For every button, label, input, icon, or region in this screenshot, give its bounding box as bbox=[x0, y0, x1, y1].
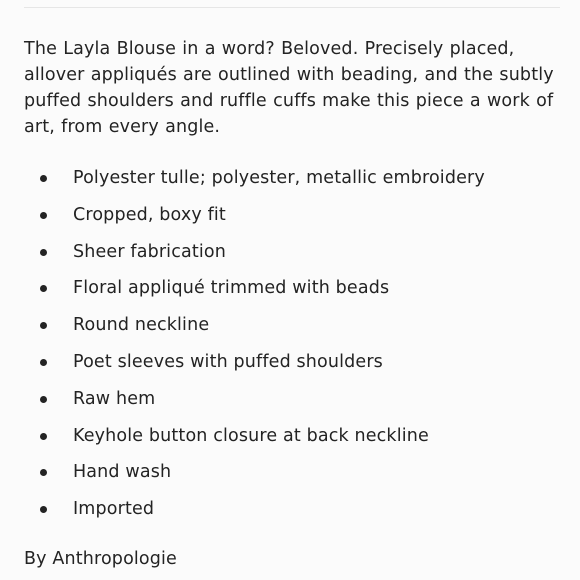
top-divider bbox=[24, 7, 560, 8]
feature-text: Poet sleeves with puffed shoulders bbox=[73, 351, 383, 372]
feature-text: Hand wash bbox=[73, 462, 172, 483]
bullet-icon bbox=[40, 212, 47, 219]
feature-text: Keyhole button closure at back neckline bbox=[73, 425, 429, 446]
bullet-icon bbox=[40, 285, 47, 292]
bullet-icon bbox=[40, 175, 47, 182]
product-description bbox=[24, 36, 564, 572]
feature-item bbox=[24, 160, 564, 197]
feature-text: Cropped, boxy fit bbox=[73, 204, 226, 225]
brand-attribution: By Anthropologie bbox=[24, 548, 177, 569]
bullet-icon bbox=[40, 396, 47, 403]
feature-item bbox=[24, 418, 564, 455]
feature-text: Floral appliqué trimmed with beads bbox=[73, 278, 390, 299]
feature-item bbox=[24, 270, 564, 307]
feature-item bbox=[24, 344, 564, 381]
feature-item bbox=[24, 234, 564, 271]
feature-item bbox=[24, 307, 564, 344]
feature-text: Raw hem bbox=[73, 388, 156, 409]
bullet-icon bbox=[40, 249, 47, 256]
feature-item bbox=[24, 454, 564, 491]
bullet-icon bbox=[40, 469, 47, 476]
feature-text: Sheer fabrication bbox=[73, 241, 226, 262]
feature-text: Imported bbox=[73, 499, 155, 520]
feature-item bbox=[24, 381, 564, 418]
bullet-icon bbox=[40, 359, 47, 366]
feature-item bbox=[24, 491, 564, 528]
bullet-icon bbox=[40, 506, 47, 513]
feature-text: Round neckline bbox=[73, 315, 210, 336]
description-text: The Layla Blouse in a word? Beloved. Precisely placed, allover appliqués are outlined with beading, and the subtly puffed shoulders and ruffle cuffs make this piece a work of art, from every angle. bbox=[24, 39, 554, 137]
bullet-icon bbox=[40, 433, 47, 440]
feature-list bbox=[24, 160, 564, 528]
feature-item bbox=[24, 197, 564, 234]
feature-text: Polyester tulle; polyester, metallic embroidery bbox=[73, 168, 485, 188]
bullet-icon bbox=[40, 322, 47, 329]
